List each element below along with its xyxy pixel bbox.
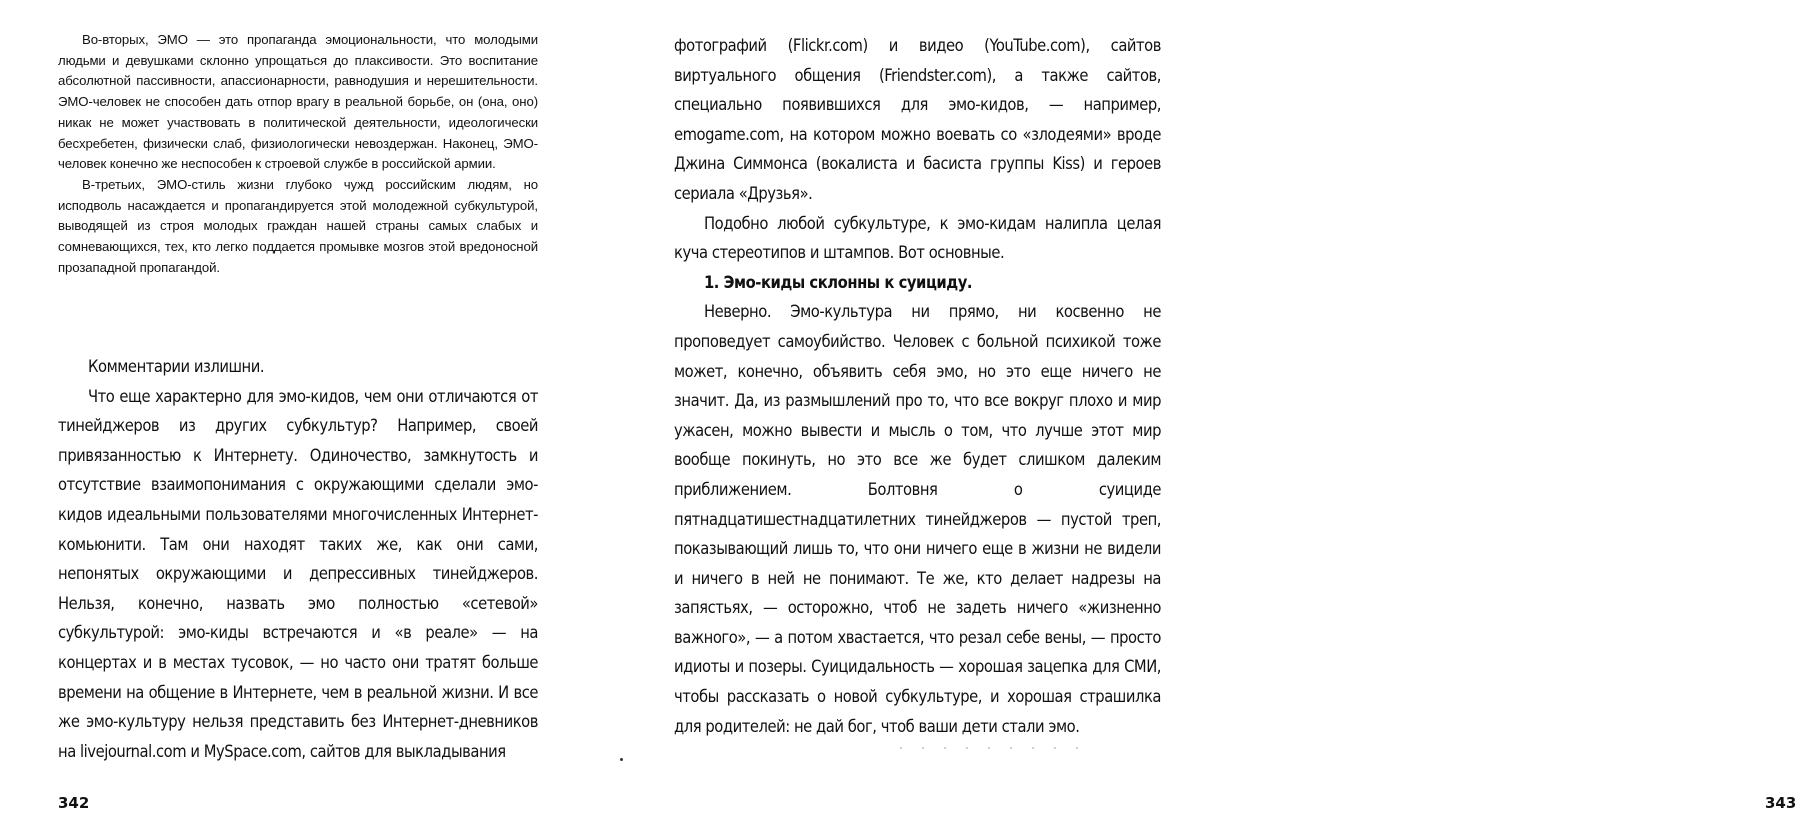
quote-paragraph-2: В-третьих, ЭМО-стиль жизни глубоко чужд российским людям, но исподволь насаждается и пропагандируется этой молодежной субкультурой, выводящей из строя молодых граждан нашей страны самых слабых и сомневающихся, тех, кто легко поддается промывке мозгов этой вредоносной прозападной пропагандой. <box>58 176 538 275</box>
stereotypes-paragraph: Подобно любой субкультуре, к эмо-кидам налипла целая куча стереотипов и штампов. Вот основные. <box>674 213 1161 263</box>
body-paragraph: Что еще характерно для эмо-кидов, чем они отличаются от тинейджеров из других субкультур? Например, своей привязанностью к Интернету. Одиночество, замкнутость и отсутствие взаимопонимания с окружающими сделали эмо-кидов идеальными пользователями многочисленных Интернет-комьюнити. Там они находят таких же, как они сами, непонятых окружающими и депрессивных тинейджеров. Нельзя, конечно, назвать эмо полностью «сетевой» субкультурой: эмо-киды встречаются и «в реале» — на концертах и в местах тусовок, — но часто они тратят больше времени на общение в Интернете, чем в реальной жизни. И все же эмо-культуру нельзя представить без Интернет-дневников на livejournal.com и MySpace.com, сайтов для выкладывания <box>58 386 538 761</box>
quote-paragraph-1: Во-вторых, ЭМО — это пропаганда эмоциональности, что молодыми людьми и девушками склонно упрощаться до плаксивости. Это воспитание абсолютной пассивности, апассионарности, равнодушия и нерешительности. ЭМО-человек не способен дать отпор врагу в реальной борьбе, он (она, оно) никак не может участвовать в политической деятельности, идеологически бесхребетен, физически слаб, физиологически невоздержан. Наконец, ЭМО-человек конечно же неспособен к строевой службе в российской армии. <box>58 32 538 172</box>
suicide-paragraph: Неверно. Эмо-культура ни прямо, ни косвенно не проповедует самоубийство. Человек с больной психикой тоже может, конечно, объявить себя эмо, но это еще ничего не значит. Да, из размышлений про то, что все вокруг плохо и мир ужасен, можно вывести и мысль о том, что лучше этот мир вообще покинуть, но это все же будет слишком далеким приближением. Болтовня о суициде пятнадцатишестнадцатилетних тинейджеров — пустой треп, показывающий лишь то, что они ничего еще в жизни не видели и ничего в ней не понимают. Те же, кто делает надрезы на запястьях, — осторожно, чтоб не задеть ничего «жизненно важного», — а потом хвастается, что резал себе вены, — просто идиоты и позеры. Суицидальность — хорошая зацепка для СМИ, чтобы рассказать о новой субкультуре, и хорошая страшилка для родителей: не дай бог, чтоб ваши дети стали эмо. <box>674 302 1161 736</box>
left-page <box>0 0 610 831</box>
page-number-left: 342 <box>58 794 90 812</box>
section-heading: 1. Эмо-киды склонны к суициду. <box>704 272 973 292</box>
quote-block <box>58 30 538 278</box>
left-body-text <box>58 352 538 766</box>
right-body-text <box>674 31 1161 741</box>
comment-line: Комментарии излишни. <box>88 357 265 376</box>
right-page <box>610 0 1796 831</box>
continuation-paragraph: фотографий (Flickr.com) и видео (YouTube.com), сайтов виртуального общения (Friendster.com), а также сайтов, специально появившихся для эмо-кидов, — например, emogame.com, на котором можно воевать со «злодеями» вроде Джина Симмонса (вокалиста и басиста группы Kiss) и героев сериала «Друзья». <box>674 36 1161 203</box>
scan-artifact <box>900 747 1090 749</box>
page-number-right: 343 <box>1765 794 1796 812</box>
